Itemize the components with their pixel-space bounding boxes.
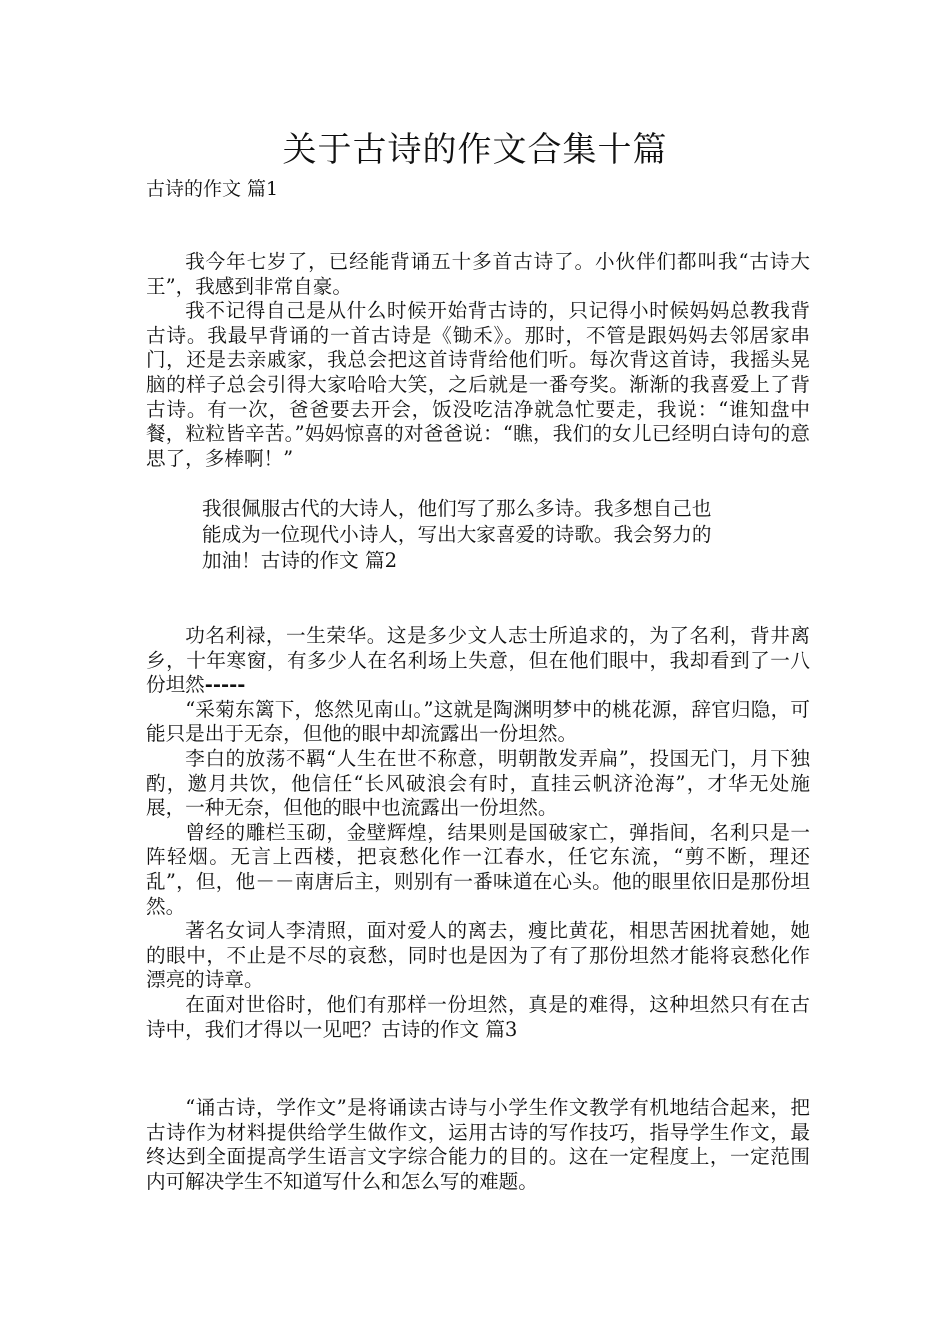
paragraph-text: 功名利禄，一生荣华。这是多少文人志士所追求的，为了名利，背井离乡，十年寒窗，有多少人在名利场上失意，但在他们眼中，我却看到了一八份坦然	[146, 624, 810, 697]
document-title: 关于古诗的作文合集十篇	[282, 130, 668, 170]
section-1-heading: 古诗的作文 篇1	[146, 178, 279, 200]
dash-mark: -----	[204, 673, 246, 697]
paragraph-line: 我很佩服古代的大诗人，他们写了那么多诗。我多想自己也	[202, 497, 712, 520]
paragraph	[146, 624, 810, 698]
paragraph: “诵古诗，学作文”是将诵读古诗与小学生作文教学有机地结合起来，把古诗作为材料提供给学生做作文，运用古诗的写作技巧，指导学生作文，最终达到全面提高学生语言文字综合能力的目的。这在一定程度上，一定范围内可解决学生不知道写什么和怎么写的难题。	[146, 1096, 810, 1193]
paragraph: 我不记得自己是从什么时候开始背古诗的，只记得小时候妈妈总教我背古诗。我最早背诵的一首古诗是《锄禾》。那时，不管是跟妈妈去邻居家串门，还是去亲戚家，我总会把这首诗背给他们听。每次背这首诗，我摇头晃脑的样子总会引得大家哈哈大笑，之后就是一番夸奖。渐渐的我喜爱上了背古诗。有一次，爸爸要去开会，饭没吃洁净就急忙要走，我说：“谁知盘中餐，粒粒皆辛苦。”妈妈惊喜的对爸爸说：“瞧，我们的女儿已经明白诗句的意思了，多棒啊！”	[146, 299, 810, 470]
paragraph-line: 加油！古诗的作文 篇2	[202, 549, 398, 572]
paragraph: 在面对世俗时，他们有那样一份坦然，真是的难得，这种坦然只有在古诗中，我们才得以一见吧？古诗的作文 篇3	[146, 992, 810, 1041]
paragraph-line: 能成为一位现代小诗人，写出大家喜爱的诗歌。我会努力的	[202, 523, 712, 546]
section-1-body	[146, 250, 810, 471]
section-3-body	[146, 1096, 810, 1194]
section-1-closing	[202, 496, 802, 574]
paragraph: 李白的放荡不羁“人生在世不称意，明朝散发弄扁”，投国无门，月下独酌，邀月共饮，他信任“长风破浪会有时，直挂云帆济沧海”，才华无处施展，一种无奈，但他的眼中也流露出一份坦然。	[146, 746, 810, 820]
section-2-body	[146, 624, 810, 1042]
paragraph: 曾经的雕栏玉砌，金壁辉煌，结果则是国破家亡，弹指间，名利只是一阵轻烟。无言上西楼，把哀愁化作一江春水，任它东流，“剪不断，理还乱”，但，他－－南唐后主，则别有一番味道在心头。他的眼里依旧是那份坦然。	[146, 820, 810, 918]
paragraph: “采菊东篱下，悠然见南山。”这就是陶渊明梦中的桃花源，辞官归隐，可能只是出于无奈，但他的眼中却流露出一份坦然。	[146, 697, 810, 746]
paragraph: 我今年七岁了，已经能背诵五十多首古诗了。小伙伴们都叫我“古诗大王”，我感到非常自豪。	[146, 250, 810, 298]
paragraph: 著名女词人李清照，面对爱人的离去，瘦比黄花，相思苦困扰着她，她的眼中，不止是不尽的哀愁，同时也是因为了有了那份坦然才能将哀愁化作漂亮的诗章。	[146, 919, 810, 992]
